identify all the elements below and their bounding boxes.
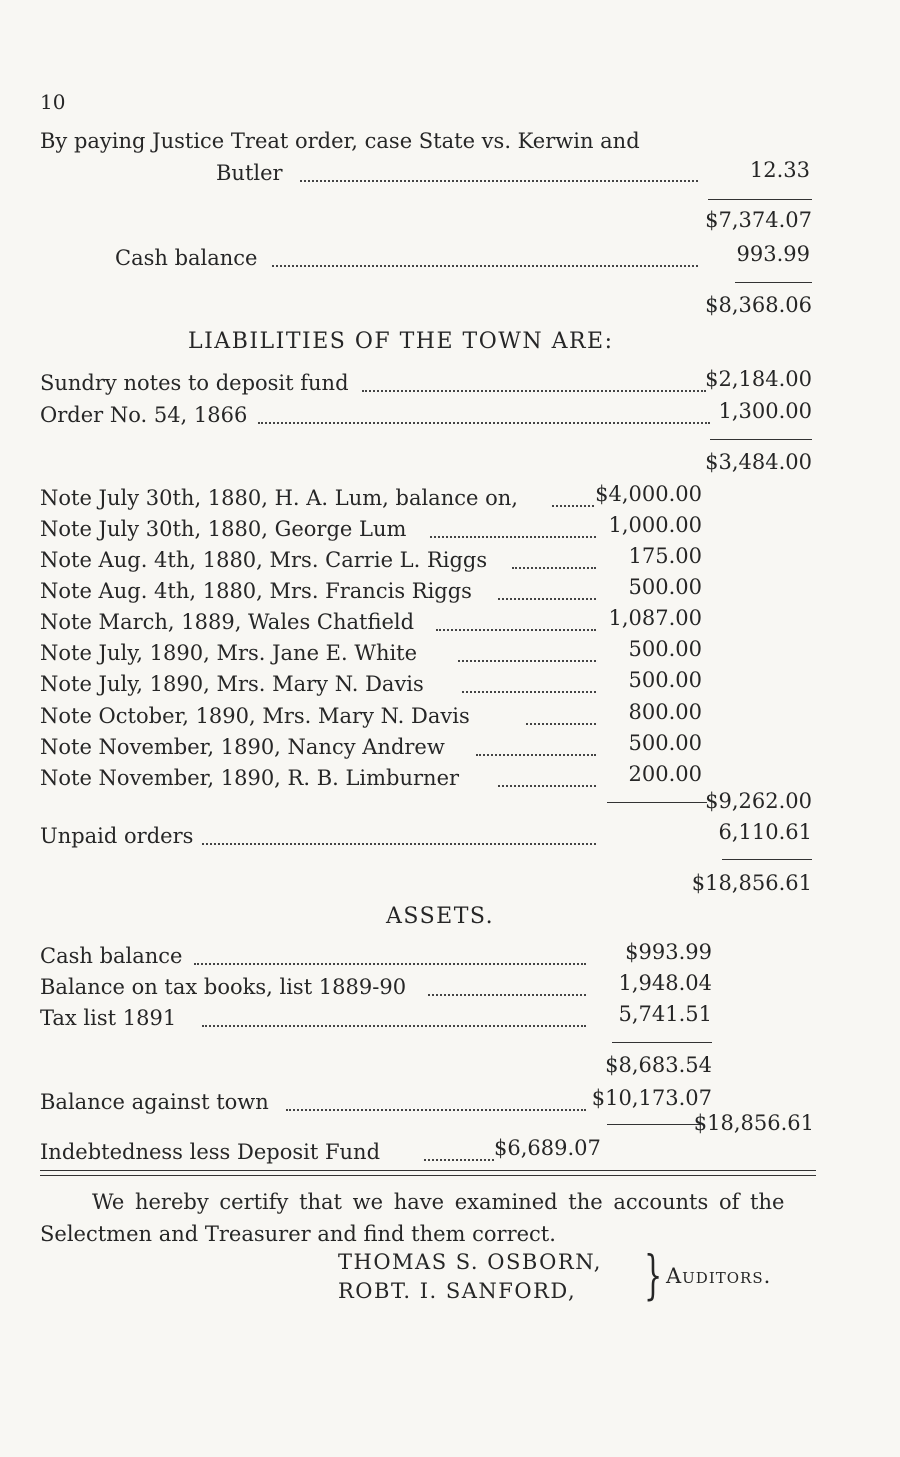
dot-leader [362,390,706,392]
page-number: 10 [40,90,66,114]
dot-leader [300,180,698,182]
dot-leader [462,691,596,693]
asset-amount: 5,741.51 [618,1002,712,1026]
note-label: Note November, 1890, R. B. Limburner [40,766,460,790]
rule [735,282,812,283]
liability-amount: $2,184.00 [705,367,812,391]
dot-leader [424,1159,494,1161]
liabilities-heading: LIABILITIES OF THE TOWN ARE: [188,329,614,354]
note-amount: $4,000.00 [595,482,702,506]
auditor-name: ROBT. I. SANFORD, [338,1279,577,1303]
note-label: Note July, 1890, Mrs. Jane E. White [40,641,418,665]
auditor-name: THOMAS S. OSBORN, [338,1250,602,1274]
indebtedness-label: Indebtedness less Deposit Fund [40,1140,381,1164]
double-rule-bottom [40,1175,816,1176]
note-amount: 175.00 [628,544,702,568]
assets-heading: ASSETS. [386,904,495,929]
note-label: Note July 30th, 1880, George Lum [40,517,407,541]
cash-balance-amount: 993.99 [736,242,810,266]
dot-leader [552,505,594,507]
rule [612,1042,712,1043]
entry-description: By paying Justice Treat order, case State vs. Kerwin and [40,129,640,153]
liabilities-grand-total: $18,856.61 [691,871,812,895]
liability-amount: 1,300.00 [718,399,812,423]
liability-label: Order No. 54, 1866 [40,403,248,427]
subtotal-amount: $7,374.07 [705,208,812,232]
note-amount: 500.00 [628,668,702,692]
dash-rule [607,1124,701,1125]
indebtedness-amount: $6,689.07 [494,1136,601,1160]
dot-leader [526,723,596,725]
rule [708,199,812,200]
asset-amount: $993.99 [625,940,712,964]
note-label: Note November, 1890, Nancy Andrew [40,735,445,759]
dot-leader [512,567,596,569]
brace-icon: } [644,1246,663,1306]
entry-amount: 12.33 [749,158,810,182]
note-label: Note July 30th, 1880, H. A. Lum, balance on, [40,486,518,510]
dot-leader [286,1109,586,1111]
cash-balance-label: Cash balance [115,246,258,270]
dot-leader [498,785,596,787]
asset-label: Tax list 1891 [40,1006,177,1030]
assets-total: $18,856.61 [693,1111,814,1135]
note-label: Note Aug. 4th, 1880, Mrs. Francis Riggs [40,579,472,603]
asset-label: Cash balance [40,944,183,968]
dot-leader [430,536,596,538]
certification-text-continued: Selectmen and Treasurer and find them correct. [40,1222,556,1246]
dot-leader [272,265,698,267]
liability-label: Sundry notes to deposit fund [40,371,349,395]
dot-leader [194,963,586,965]
total-amount: $8,368.06 [705,293,812,317]
dot-leader [436,629,596,631]
unpaid-orders-label: Unpaid orders [40,824,194,848]
rule [722,859,812,860]
dash-rule [607,802,707,803]
dot-leader [498,598,596,600]
balance-against-town-amount: $10,173.07 [591,1086,712,1110]
note-amount: 800.00 [628,700,702,724]
dot-leader [258,422,710,424]
note-label: Note March, 1889, Wales Chatfield [40,610,415,634]
entry-description-continued: Butler [216,161,283,185]
note-amount: 1,000.00 [608,513,702,537]
dot-leader [476,754,596,756]
certification-text: We hereby certify that we have examined the accounts of the [92,1190,785,1214]
note-label: Note October, 1890, Mrs. Mary N. Davis [40,704,470,728]
unpaid-orders-amount: 6,110.61 [718,820,812,844]
dot-leader [202,1025,586,1027]
rule [710,439,812,440]
note-amount: 500.00 [628,731,702,755]
note-label: Note July, 1890, Mrs. Mary N. Davis [40,672,424,696]
note-amount: 500.00 [628,637,702,661]
note-amount: 500.00 [628,575,702,599]
note-amount: 200.00 [628,762,702,786]
liabilities-subtotal: $3,484.00 [705,450,812,474]
dot-leader [458,660,596,662]
dot-leader [428,994,586,996]
notes-total: $9,262.00 [705,789,812,813]
auditors-role: Auditors. [666,1264,772,1288]
asset-label: Balance on tax books, list 1889-90 [40,975,407,999]
dot-leader [202,843,596,845]
note-amount: 1,087.00 [608,606,702,630]
double-rule-top [40,1170,816,1171]
balance-against-town-label: Balance against town [40,1090,269,1114]
assets-subtotal: $8,683.54 [605,1053,712,1077]
note-label: Note Aug. 4th, 1880, Mrs. Carrie L. Riggs [40,548,488,572]
asset-amount: 1,948.04 [618,971,712,995]
